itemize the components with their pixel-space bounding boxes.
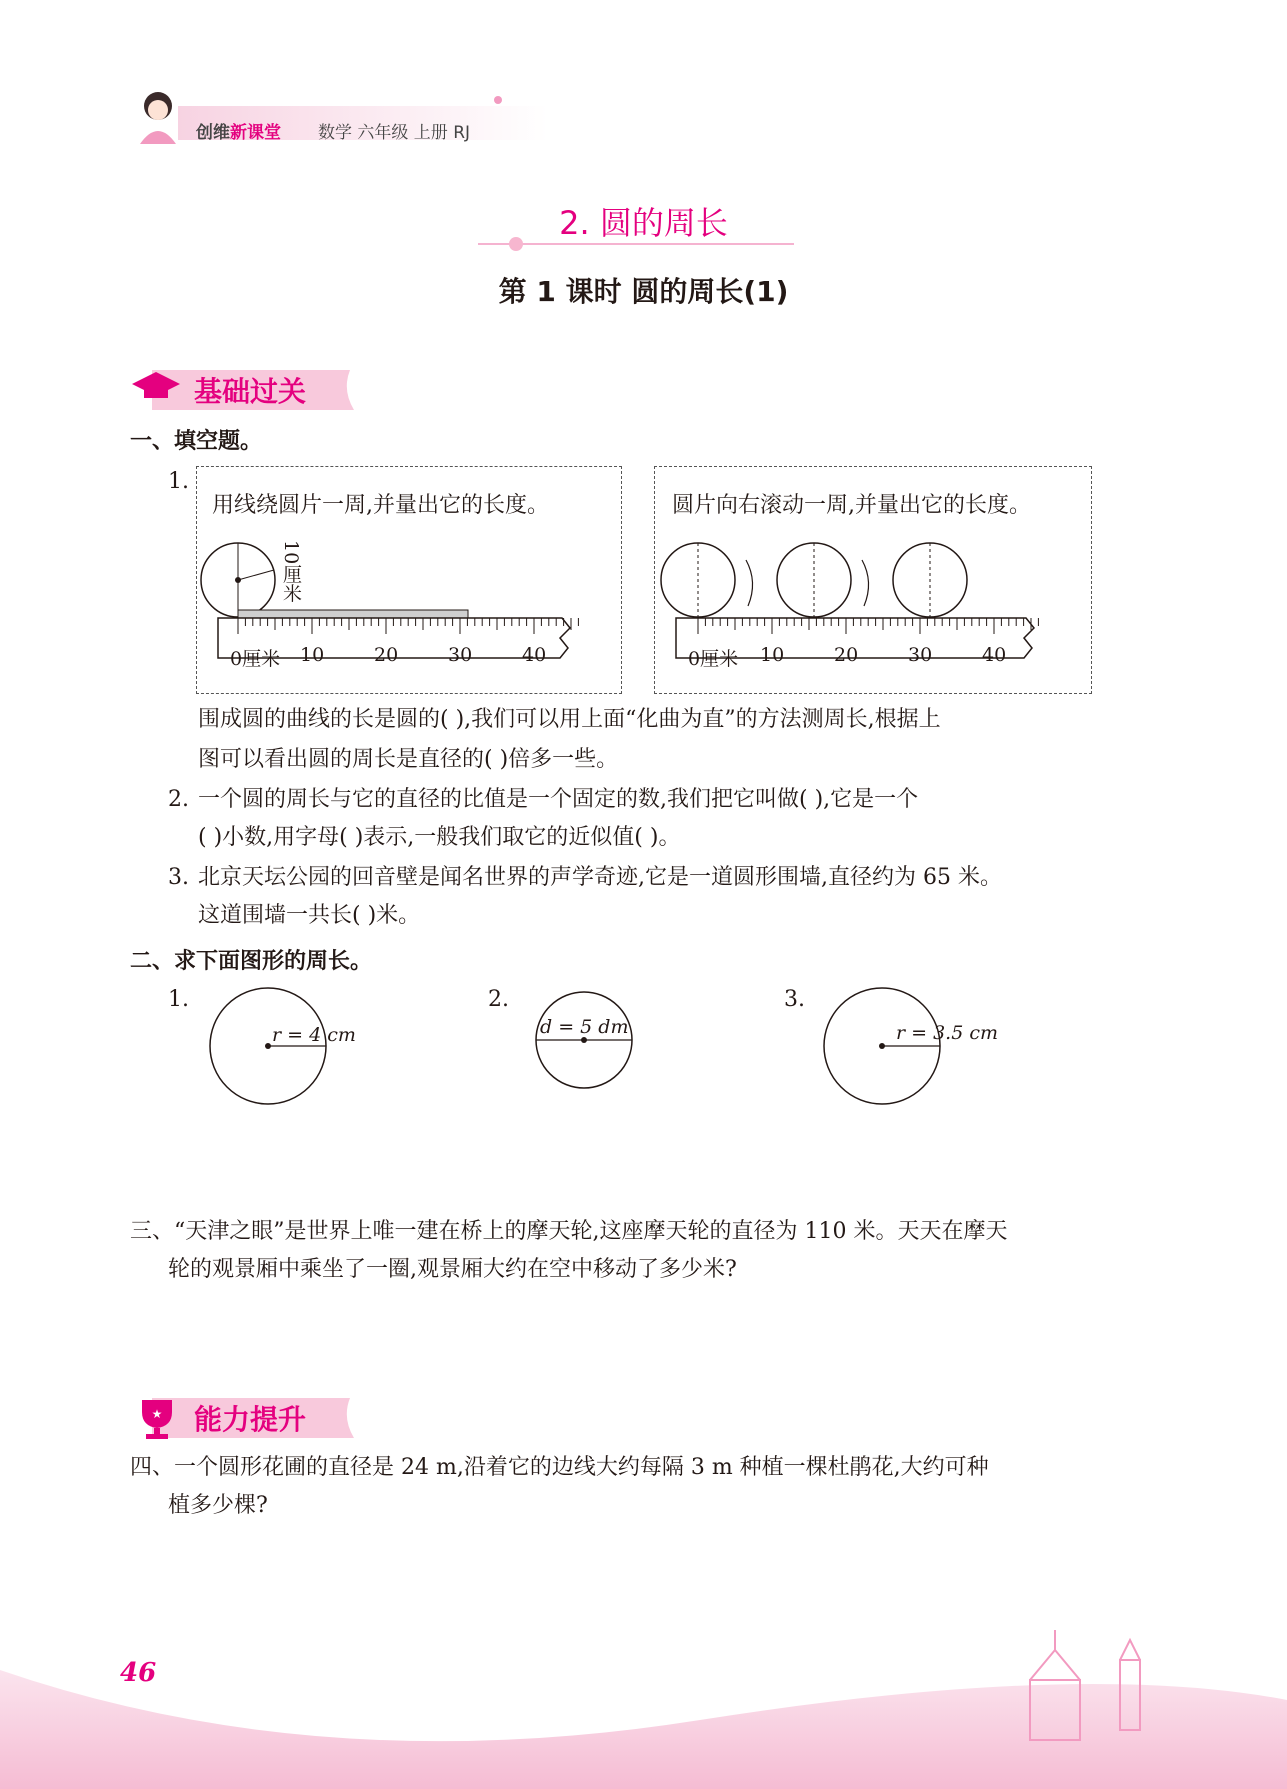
part4-line1: 四、一个圆形花圃的直径是 24 m,沿着它的边线大约每隔 3 m 种植一棵杜鹃花,大约可种	[130, 1455, 989, 1480]
ruler-left-30: 30	[448, 644, 473, 666]
q1-number: 1.	[168, 469, 189, 494]
part3-line1: 三、“天津之眼”是世界上唯一建在桥上的摩天轮,这座摩天轮的直径为 110 米。天天在摩天	[130, 1219, 1008, 1244]
figure1-number: 1.	[168, 987, 189, 1012]
q3-text-line1: 北京天坛公园的回音壁是闻名世界的声学奇迹,它是一道圆形围墙,直径约为 65 米。	[198, 865, 1002, 890]
ruler-right-0: 0厘米	[688, 648, 739, 670]
figure2-label: d = 5 dm	[540, 1016, 629, 1038]
book-meta: 数学 六年级 上册 RJ	[318, 123, 471, 143]
part1-heading: 一、填空题。	[130, 429, 263, 454]
q2-number: 2.	[168, 787, 189, 812]
page-number: 46	[120, 1658, 157, 1688]
title-underline	[478, 236, 794, 252]
lesson-title: 第 1 课时 圆的周长(1)	[498, 275, 789, 308]
ruler-left-20: 20	[374, 644, 399, 666]
banner-advanced-label: 能力提升	[194, 1403, 307, 1436]
ruler-left-10: 10	[300, 644, 325, 666]
ruler-left-40: 40	[522, 644, 547, 666]
box-left-caption: 用线绕圆片一周,并量出它的长度。	[212, 493, 549, 518]
figure3-label: r = 3.5 cm	[896, 1022, 998, 1044]
q3-number: 3.	[168, 865, 189, 890]
banner-basic-label: 基础过关	[194, 375, 307, 408]
q1-text-line1: 围成圆的曲线的长是圆的( ),我们可以用上面“化曲为直”的方法测周长,根据上	[198, 707, 941, 732]
figure1-label: r = 4 cm	[272, 1024, 356, 1046]
footer-wave	[0, 1600, 1287, 1789]
q2-text-line2: ( )小数,用字母( )表示,一般我们取它的近似值( )。	[198, 825, 681, 850]
brand-logo: 创维新课堂	[196, 123, 281, 143]
ruler-right-40: 40	[982, 644, 1007, 666]
part3-line2: 轮的观景厢中乘坐了一圈,观景厢大约在空中移动了多少米?	[168, 1257, 737, 1282]
ruler-left-0: 0厘米	[230, 648, 281, 670]
q2-text-line1: 一个圆的周长与它的直径的比值是一个固定的数,我们把它叫做( ),它是一个	[198, 787, 919, 812]
figure2-number: 2.	[488, 987, 509, 1012]
q1-text-line2: 图可以看出圆的周长是直径的( )倍多一些。	[198, 747, 619, 772]
ruler-right-30: 30	[908, 644, 933, 666]
ruler-right-10: 10	[760, 644, 785, 666]
q3-text-line2: 这道围墙一共长( )米。	[198, 903, 421, 928]
part4-line2: 植多少棵?	[168, 1493, 268, 1518]
svg-text:★: ★	[151, 1407, 163, 1421]
ruler-right-20: 20	[834, 644, 859, 666]
section-title: 2. 圆的周长	[559, 204, 728, 242]
figure3-number: 3.	[784, 987, 805, 1012]
radius-label: 10厘米	[280, 540, 302, 603]
part2-heading: 二、求下面图形的周长。	[130, 949, 373, 974]
box-right-caption: 圆片向右滚动一周,并量出它的长度。	[672, 493, 1031, 518]
